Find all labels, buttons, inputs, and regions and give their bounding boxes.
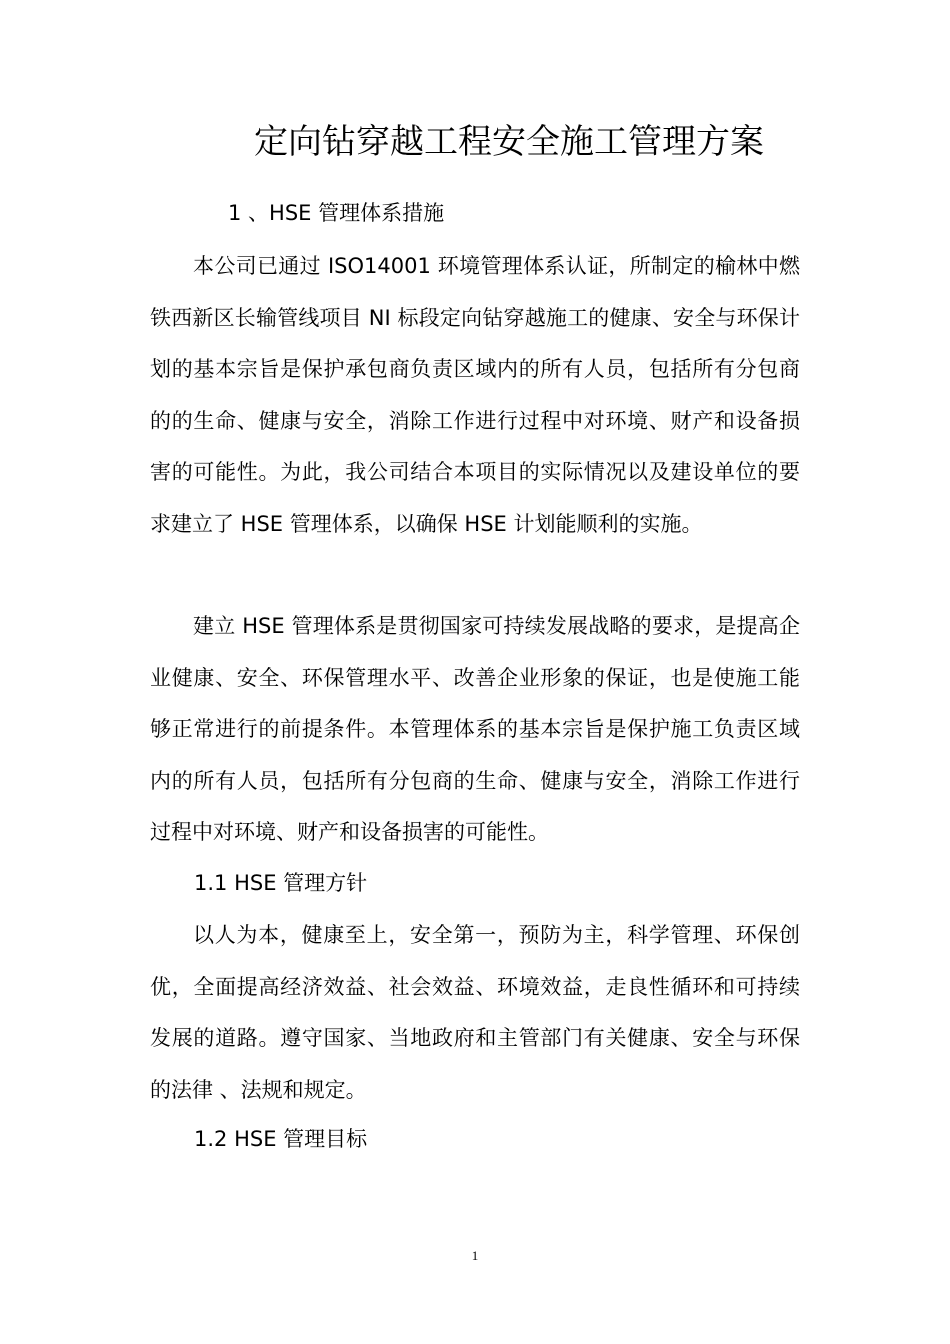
paragraph-certification: 本公司已通过 ISO14001 环境管理体系认证，所制定的榆林中燃铁西新区长输管线项目 NI 标段定向钻穿越施工的健康、安全与环保计划的基本宗旨是保护承包商负责区域内的所有人员，包括所有分包商的的生命、健康与安全，消除工作进行过程中对环境、财产和设备损害的可能性。为此，我公司结合本项目的实际情况以及建设单位的要求建立了 HSE 管理体系，以确保 HSE 计划能顺利的实施。 xyxy=(150,254,800,536)
section-heading-hse-system: 1 、HSE 管理体系措施 xyxy=(228,201,445,225)
page-number: 1 xyxy=(471,1248,479,1263)
paragraph-policy: 以人为本，健康至上，安全第一，预防为主，科学管理、环保创优，全面提高经济效益、社会效益、环境效益，走良性循环和可持续发展的道路。遵守国家、当地政府和主管部门有关健康、安全与环保的法律 、法规和规定。 xyxy=(150,923,800,1102)
section-heading-objectives: 1.2 HSE 管理目标 xyxy=(194,1127,368,1151)
paragraph-hse-purpose: 建立 HSE 管理体系是贯彻国家可持续发展战略的要求，是提高企业健康、安全、环保管理水平、改善企业形象的保证，也是使施工能够正常进行的前提条件。本管理体系的基本宗旨是保护施工负责区域内的所有人员，包括所有分包商的生命、健康与安全，消除工作进行过程中对环境、财产和设备损害的可能性。 xyxy=(150,614,800,844)
document-title: 定向钻穿越工程安全施工管理方案 xyxy=(254,122,764,162)
section-heading-policy: 1.1 HSE 管理方针 xyxy=(194,871,368,895)
